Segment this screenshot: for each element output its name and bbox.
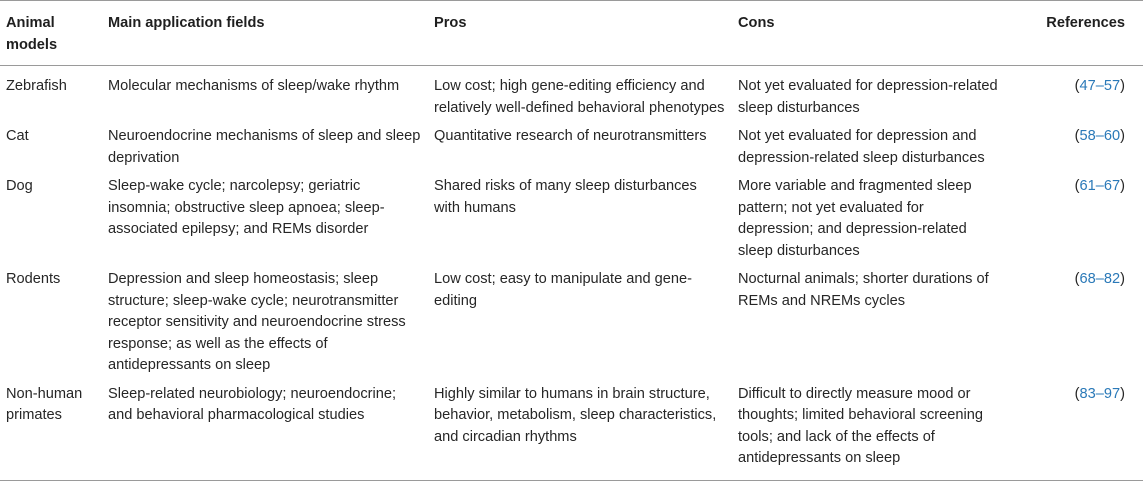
table-row xyxy=(0,172,1143,265)
cell-cons: Not yet evaluated for depression-related sleep disturbances xyxy=(738,78,998,116)
reference-link[interactable]: 47–57 xyxy=(1079,78,1121,94)
cell-model: Zebrafish xyxy=(6,78,67,94)
cell-fields: Sleep-related neurobiology; neuroendocrine; and behavioral pharmacological studies xyxy=(108,385,397,423)
reference-link[interactable]: 83–97 xyxy=(1079,385,1121,402)
table-row xyxy=(0,380,1143,481)
table-body xyxy=(0,66,1143,481)
cell-cons: Difficult to directly measure mood or thoughts; limited behavioral screening tools; and lack of the effects of antidepressants on sleep xyxy=(738,385,983,466)
reference-link[interactable]: 61–67 xyxy=(1079,178,1121,194)
table-row xyxy=(0,66,1143,123)
table-header xyxy=(0,1,1143,66)
cell-fields: Depression and sleep homeostasis; sleep structure; sleep-wake cycle; neurotransmitter receptor sensitivity and neuroendocrine stress response; as well as the effects of antidepressants on sleep xyxy=(108,271,406,373)
header-cons: Cons xyxy=(732,1,1009,66)
cell-cons: Not yet evaluated for depression and depression-related sleep disturbances xyxy=(738,128,985,166)
cell-references: (61–67) xyxy=(1074,178,1125,194)
reference-link[interactable]: 68–82 xyxy=(1079,271,1121,287)
header-references: References xyxy=(1009,1,1143,66)
header-animal-models: Animal models xyxy=(0,1,102,66)
cell-pros: Highly similar to humans in brain structure, behavior, metabolism, sleep characteristics, and circadian rhythms xyxy=(434,385,717,445)
cell-pros: Quantitative research of neurotransmitters xyxy=(434,128,707,144)
cell-cons: Nocturnal animals; shorter durations of REMs and NREMs cycles xyxy=(738,271,989,309)
cell-pros: Low cost; easy to manipulate and gene-editing xyxy=(434,271,692,309)
header-main-application-fields: Main application fields xyxy=(102,1,428,66)
cell-model: Dog xyxy=(6,178,33,194)
header-pros: Pros xyxy=(428,1,732,66)
reference-link[interactable]: 58–60 xyxy=(1079,128,1121,144)
cell-references: (47–57) xyxy=(1074,78,1125,94)
cell-cons: More variable and fragmented sleep pattern; not yet evaluated for depression; and depression-related sleep disturbances xyxy=(738,178,972,259)
cell-fields: Neuroendocrine mechanisms of sleep and sleep deprivation xyxy=(108,128,421,166)
cell-references: (58–60) xyxy=(1074,128,1125,144)
cell-model: Cat xyxy=(6,128,29,144)
cell-model: Rodents xyxy=(6,271,61,287)
cell-fields: Sleep-wake cycle; narcolepsy; geriatric insomnia; obstructive sleep apnoea; sleep-associated epilepsy; and REMs disorder xyxy=(108,178,385,237)
cell-pros: Shared risks of many sleep disturbances with humans xyxy=(434,178,697,216)
cell-pros: Low cost; high gene-editing efficiency and relatively well-defined behavioral phenotypes xyxy=(434,78,725,116)
cell-model: Non-human primates xyxy=(6,385,83,423)
cell-references: (83–97) xyxy=(1074,385,1125,402)
header-row xyxy=(0,1,1143,66)
cell-references: (68–82) xyxy=(1074,271,1125,287)
table-row xyxy=(0,265,1143,380)
table-row xyxy=(0,122,1143,172)
cell-fields: Molecular mechanisms of sleep/wake rhythm xyxy=(108,78,400,94)
